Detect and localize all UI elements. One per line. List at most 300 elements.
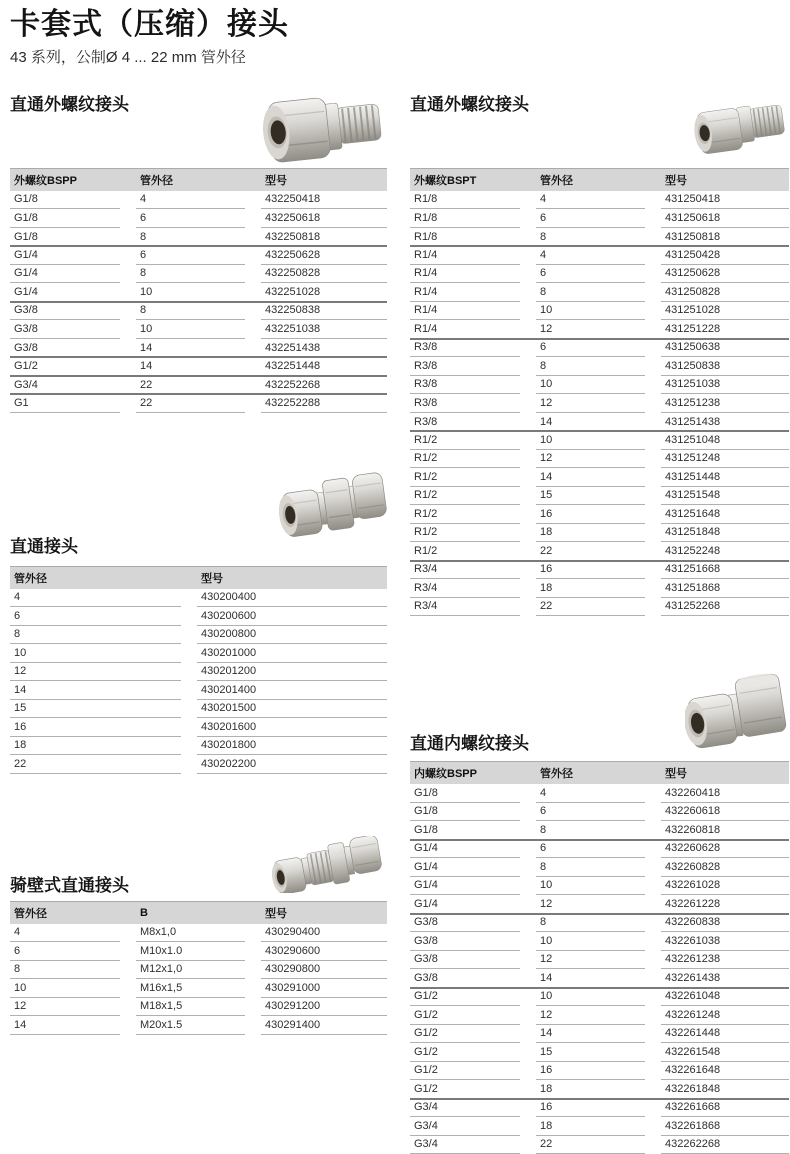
table-cell: 430201600 [197, 718, 387, 737]
bulkhead-union-table [10, 901, 387, 1035]
table-cell: 18 [536, 1080, 645, 1099]
table-cell: M8x1,0 [136, 924, 245, 943]
table-cell: 15 [536, 487, 645, 506]
table-cell: G1/2 [410, 1006, 520, 1025]
table-row [10, 302, 387, 321]
bspp-male-table [10, 168, 387, 413]
section-header [10, 467, 387, 559]
table-cell: 6 [536, 209, 645, 228]
table-row [410, 1025, 789, 1044]
table-row [410, 932, 789, 951]
table-cell: 432251038 [261, 320, 387, 339]
table-cell: 431250428 [661, 246, 789, 265]
table-row [410, 598, 789, 617]
table-cell: 18 [536, 524, 645, 543]
table-cell: M20x1.5 [136, 1016, 245, 1035]
group-divider [10, 375, 387, 377]
table-cell: G1/2 [410, 1062, 520, 1081]
table-row [410, 339, 789, 358]
table-cell: 12 [536, 394, 645, 413]
table-cell: G3/4 [410, 1099, 520, 1118]
table-row [10, 998, 387, 1017]
column-header: 管外径 [536, 762, 645, 784]
section-title: 直通接头 [10, 532, 78, 557]
table-cell: 432262268 [661, 1136, 789, 1154]
column-header: 管外径 [136, 169, 245, 191]
table-row [410, 320, 789, 339]
table-cell: 431251848 [661, 524, 789, 543]
group-divider [410, 839, 789, 841]
table-cell: 10 [10, 979, 120, 998]
table-cell: 432261228 [661, 895, 789, 914]
table-cell: 10 [536, 877, 645, 896]
table-cell: 431251228 [661, 320, 789, 339]
table-cell: M12x1,0 [136, 961, 245, 980]
table-cell: 432251028 [261, 283, 387, 302]
page-title: 卡套式（压缩）接头 [10, 8, 787, 43]
table-cell: 430200600 [197, 607, 387, 626]
table-cell: 22 [136, 376, 245, 395]
male-straight-fitting-photo [252, 90, 387, 165]
table-row [410, 468, 789, 487]
table-row [10, 357, 387, 376]
table-cell: 431250638 [661, 339, 789, 358]
table-row [410, 376, 789, 395]
table-cell: G1/2 [410, 1043, 520, 1062]
table-cell: R1/4 [410, 283, 520, 302]
table-cell: 6 [10, 942, 120, 961]
section-bspp-female [410, 666, 789, 1154]
table-row [410, 228, 789, 247]
table-cell: R1/2 [410, 450, 520, 469]
table-row [10, 265, 387, 284]
table-cell: 432261048 [661, 988, 789, 1007]
table-row [410, 895, 789, 914]
page-subtitle: 43 系列，公制Ø 4 ... 22 mm 管外径 [10, 46, 787, 67]
table-cell: 6 [536, 840, 645, 859]
table-cell: 8 [536, 858, 645, 877]
table-row [410, 1043, 789, 1062]
section-bulkhead-union [10, 836, 387, 1035]
table-cell: G3/4 [10, 376, 120, 395]
table-row [410, 246, 789, 265]
column-header: 型号 [197, 567, 387, 589]
table-row [410, 283, 789, 302]
table-cell: 431250418 [661, 191, 789, 210]
table-cell: 432250618 [261, 209, 387, 228]
column-header: B [136, 902, 245, 924]
table-row [410, 858, 789, 877]
table-cell: 6 [136, 209, 245, 228]
table-row [10, 228, 387, 247]
table-row [410, 302, 789, 321]
table-cell: 18 [536, 579, 645, 598]
male-straight-fitting-photo [685, 90, 789, 165]
two-column-layout [10, 67, 787, 1154]
table-cell: 10 [136, 320, 245, 339]
table-cell: 432260418 [661, 784, 789, 803]
table-cell: 10 [536, 376, 645, 395]
table-header-row [10, 566, 387, 589]
table-row [10, 979, 387, 998]
table-cell: G1/4 [10, 283, 120, 302]
table-cell: 18 [10, 737, 181, 756]
table-cell: R3/4 [410, 598, 520, 617]
table-header-row [410, 761, 789, 784]
table-cell: 15 [10, 700, 181, 719]
table-header-row [10, 168, 387, 191]
table-cell: G3/8 [10, 320, 120, 339]
table-cell: 10 [136, 283, 245, 302]
table-cell: 14 [536, 969, 645, 988]
table-cell: 431251248 [661, 450, 789, 469]
table-cell: 22 [536, 542, 645, 561]
table-cell: 10 [536, 988, 645, 1007]
table-cell: G3/4 [410, 1117, 520, 1136]
table-cell: R1/2 [410, 487, 520, 506]
column-header: 型号 [261, 902, 387, 924]
table-row [10, 1016, 387, 1035]
table-cell: G1/2 [410, 988, 520, 1007]
section-title: 直通外螺纹接头 [410, 90, 529, 115]
table-row [410, 803, 789, 822]
table-cell: G1/2 [410, 1025, 520, 1044]
table-row [410, 1099, 789, 1118]
table-cell: G1 [10, 394, 120, 413]
table-cell: 431251868 [661, 579, 789, 598]
table-cell: 12 [536, 951, 645, 970]
table-cell: G1/8 [410, 803, 520, 822]
group-divider [10, 393, 387, 395]
table-cell: 22 [10, 755, 181, 774]
table-cell: 430202200 [197, 755, 387, 774]
table-cell: R3/8 [410, 339, 520, 358]
table-cell: 8 [10, 626, 181, 645]
group-divider [410, 913, 789, 915]
table-cell: 4 [10, 924, 120, 943]
table-cell: M10x1.0 [136, 942, 245, 961]
table-cell: 432260818 [661, 821, 789, 840]
table-cell: R1/2 [410, 431, 520, 450]
group-divider [410, 430, 789, 432]
table-cell: G3/8 [410, 932, 520, 951]
table-row [10, 737, 387, 756]
table-cell: 12 [10, 663, 181, 682]
table-cell: 431251548 [661, 487, 789, 506]
group-divider [10, 301, 387, 303]
table-row [10, 924, 387, 943]
table-row [410, 191, 789, 210]
table-row [10, 961, 387, 980]
table-cell: 8 [536, 914, 645, 933]
table-cell: 430290600 [261, 942, 387, 961]
table-cell: 431250828 [661, 283, 789, 302]
table-cell: G1/2 [10, 357, 120, 376]
table-cell: 6 [536, 265, 645, 284]
table-cell: 432250628 [261, 246, 387, 265]
table-cell: 432251438 [261, 339, 387, 358]
table-row [410, 542, 789, 561]
table-row [10, 283, 387, 302]
table-row [10, 681, 387, 700]
table-cell: 431251028 [661, 302, 789, 321]
table-cell: 14 [136, 339, 245, 358]
table-cell: 432260618 [661, 803, 789, 822]
table-cell: 432250818 [261, 228, 387, 247]
column-header: 管外径 [10, 567, 181, 589]
table-cell: 432261668 [661, 1099, 789, 1118]
table-cell: 430290400 [261, 924, 387, 943]
table-cell: 6 [536, 803, 645, 822]
table-row [10, 700, 387, 719]
table-cell: 18 [536, 1117, 645, 1136]
table-row [410, 487, 789, 506]
table-row [410, 579, 789, 598]
table-row [10, 942, 387, 961]
table-row [410, 450, 789, 469]
table-row [10, 663, 387, 682]
table-cell: 432261028 [661, 877, 789, 896]
table-cell: 16 [536, 561, 645, 580]
table-cell: G1/8 [10, 191, 120, 210]
table-row [410, 431, 789, 450]
table-cell: 12 [536, 450, 645, 469]
table-row [10, 246, 387, 265]
section-header [10, 90, 387, 168]
table-cell: 12 [536, 320, 645, 339]
table-cell: 432261438 [661, 969, 789, 988]
table-row [10, 191, 387, 210]
table-row [410, 357, 789, 376]
table-cell: G1/8 [410, 784, 520, 803]
table-row [410, 1062, 789, 1081]
table-cell: R1/8 [410, 209, 520, 228]
table-row [410, 524, 789, 543]
table-cell: 430201000 [197, 644, 387, 663]
table-cell: 432250418 [261, 191, 387, 210]
column-header: 管外径 [10, 902, 120, 924]
column-header: 型号 [661, 169, 789, 191]
table-cell: M18x1,5 [136, 998, 245, 1017]
table-cell: R3/8 [410, 376, 520, 395]
table-cell: 432261038 [661, 932, 789, 951]
table-cell: 4 [536, 784, 645, 803]
table-cell: 432261448 [661, 1025, 789, 1044]
table-row [410, 840, 789, 859]
page-header [10, 8, 787, 67]
table-row [10, 320, 387, 339]
table-row [410, 914, 789, 933]
table-cell: 430291200 [261, 998, 387, 1017]
table-cell: 430291400 [261, 1016, 387, 1035]
table-cell: 432261868 [661, 1117, 789, 1136]
table-cell: 430200800 [197, 626, 387, 645]
table-cell: 432251448 [261, 357, 387, 376]
table-row [410, 1006, 789, 1025]
table-cell: 4 [536, 191, 645, 210]
table-cell: R1/2 [410, 524, 520, 543]
table-header-row [410, 168, 789, 191]
column-header: 内螺纹BSPP [410, 762, 520, 784]
table-cell: G1/4 [10, 265, 120, 284]
table-cell: 432261248 [661, 1006, 789, 1025]
section-title: 直通内螺纹接头 [410, 729, 529, 754]
table-cell: 14 [536, 468, 645, 487]
table-cell: 4 [10, 589, 181, 608]
table-cell: 22 [136, 394, 245, 413]
table-cell: R1/2 [410, 468, 520, 487]
table-row [10, 644, 387, 663]
table-cell: G1/4 [410, 895, 520, 914]
table-row [10, 376, 387, 395]
table-row [10, 339, 387, 358]
table-cell: 14 [10, 1016, 120, 1035]
table-cell: 430290800 [261, 961, 387, 980]
table-cell: G3/8 [10, 302, 120, 321]
table-cell: R3/8 [410, 357, 520, 376]
table-cell: 8 [536, 821, 645, 840]
table-row [10, 394, 387, 413]
table-cell: 6 [136, 246, 245, 265]
left-column [10, 67, 387, 1035]
table-row [10, 626, 387, 645]
table-cell: 431251238 [661, 394, 789, 413]
table-cell: 6 [536, 339, 645, 358]
table-cell: 8 [536, 228, 645, 247]
table-row [410, 413, 789, 432]
column-header: 型号 [661, 762, 789, 784]
table-row [410, 988, 789, 1007]
table-cell: R1/4 [410, 320, 520, 339]
table-row [410, 394, 789, 413]
table-cell: 12 [536, 895, 645, 914]
section-header [410, 666, 789, 756]
table-cell: 431250838 [661, 357, 789, 376]
table-cell: 432261238 [661, 951, 789, 970]
section-bspt-male [410, 90, 789, 617]
table-cell: R1/4 [410, 265, 520, 284]
table-header-row [10, 901, 387, 924]
table-cell: 10 [536, 302, 645, 321]
table-cell: 431251038 [661, 376, 789, 395]
table-cell: 16 [536, 1062, 645, 1081]
table-cell: 430201400 [197, 681, 387, 700]
table-row [10, 209, 387, 228]
table-cell: 432261648 [661, 1062, 789, 1081]
section-union [10, 467, 387, 774]
female-straight-fitting-photo [685, 666, 789, 753]
table-row [410, 1117, 789, 1136]
column-header: 外螺纹BSPT [410, 169, 520, 191]
table-cell: 14 [10, 681, 181, 700]
table-cell: 430201800 [197, 737, 387, 756]
table-cell: G3/8 [10, 339, 120, 358]
table-cell: 15 [536, 1043, 645, 1062]
group-divider [10, 356, 387, 358]
group-divider [10, 245, 387, 247]
table-cell: G1/4 [410, 877, 520, 896]
table-cell: R1/2 [410, 542, 520, 561]
table-cell: 430200400 [197, 589, 387, 608]
table-cell: G1/8 [10, 228, 120, 247]
table-cell: 8 [536, 283, 645, 302]
table-cell: R1/8 [410, 228, 520, 247]
group-divider [410, 1098, 789, 1100]
table-cell: M16x1,5 [136, 979, 245, 998]
table-row [10, 755, 387, 774]
table-cell: 432252288 [261, 394, 387, 413]
table-row [410, 821, 789, 840]
table-cell: R1/2 [410, 505, 520, 524]
table-row [410, 209, 789, 228]
table-cell: 432261548 [661, 1043, 789, 1062]
table-cell: G1/8 [410, 821, 520, 840]
table-cell: G1/2 [410, 1080, 520, 1099]
table-row [410, 561, 789, 580]
table-cell: 4 [536, 246, 645, 265]
table-cell: R3/4 [410, 579, 520, 598]
group-divider [410, 560, 789, 562]
table-cell: 6 [10, 607, 181, 626]
table-row [10, 607, 387, 626]
table-cell: 431251668 [661, 561, 789, 580]
table-cell: 4 [136, 191, 245, 210]
section-header [10, 836, 387, 898]
table-cell: 431251438 [661, 413, 789, 432]
table-cell: R1/8 [410, 191, 520, 210]
right-column [410, 67, 789, 1154]
table-cell: R3/4 [410, 561, 520, 580]
section-header [410, 90, 789, 168]
table-cell: 14 [536, 1025, 645, 1044]
table-cell: 431251648 [661, 505, 789, 524]
table-cell: 12 [10, 998, 120, 1017]
table-row [410, 265, 789, 284]
table-cell: 10 [10, 644, 181, 663]
table-cell: 432260828 [661, 858, 789, 877]
table-cell: 14 [136, 357, 245, 376]
table-cell: 16 [536, 1099, 645, 1118]
table-cell: R3/8 [410, 394, 520, 413]
table-cell: 431252248 [661, 542, 789, 561]
table-row [10, 589, 387, 608]
table-cell: 431251048 [661, 431, 789, 450]
table-cell: 10 [536, 431, 645, 450]
table-cell: 430201500 [197, 700, 387, 719]
table-cell: 16 [10, 718, 181, 737]
table-cell: 430201200 [197, 663, 387, 682]
bulkhead-union-fitting-photo [271, 836, 387, 893]
table-cell: 8 [536, 357, 645, 376]
group-divider [410, 338, 789, 340]
table-row [410, 784, 789, 803]
section-title: 直通外螺纹接头 [10, 90, 129, 115]
column-header: 型号 [261, 169, 387, 191]
table-cell: 432260838 [661, 914, 789, 933]
group-divider [410, 987, 789, 989]
section-bspp-male [10, 90, 387, 413]
table-row [410, 1080, 789, 1099]
table-row [410, 505, 789, 524]
table-cell: 431251448 [661, 468, 789, 487]
column-header: 外螺纹BSPP [10, 169, 120, 191]
table-cell: 431252268 [661, 598, 789, 617]
table-cell: G1/4 [10, 246, 120, 265]
table-cell: 432250828 [261, 265, 387, 284]
table-cell: 8 [136, 302, 245, 321]
table-cell: R1/4 [410, 302, 520, 321]
table-cell: G3/8 [410, 969, 520, 988]
